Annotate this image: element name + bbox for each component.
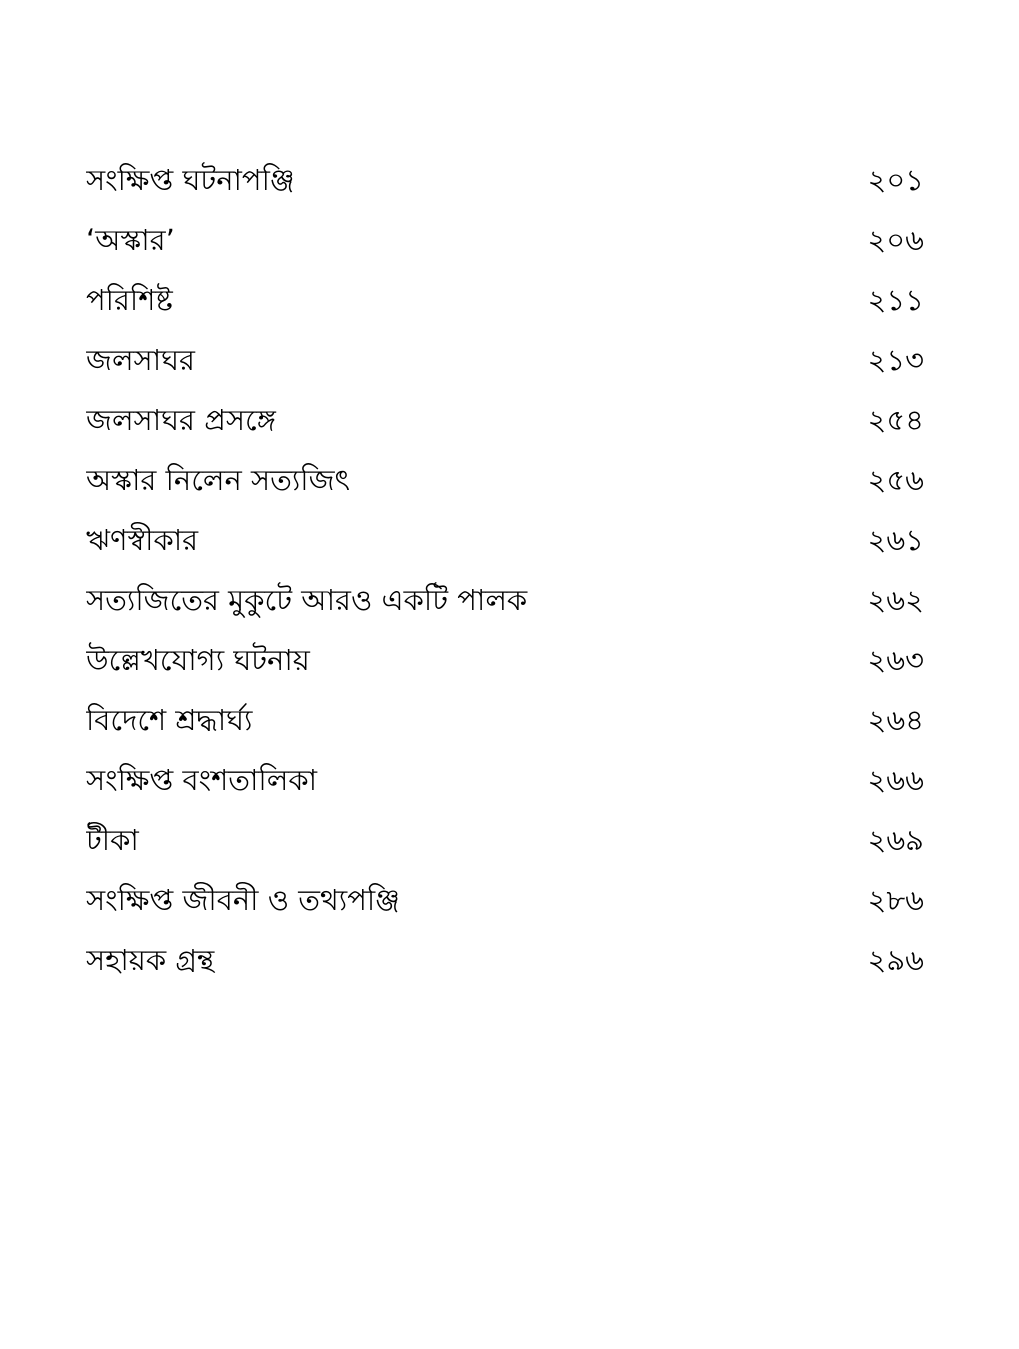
table-of-contents: [86, 150, 924, 990]
toc-entry: [86, 150, 924, 210]
toc-entry: [86, 570, 924, 630]
toc-entry-page-number: ২৬৬: [867, 763, 924, 797]
toc-entry-title: জলসাঘর প্রসঙ্গে: [86, 403, 276, 437]
toc-entry-title: অস্কার নিলেন সত্যজিৎ: [86, 463, 351, 497]
toc-entry-page-number: ২০১: [867, 163, 924, 197]
toc-entry-title: জলসাঘর: [86, 343, 195, 377]
toc-entry: [86, 510, 924, 570]
toc-entry-page-number: ২১১: [867, 283, 924, 317]
toc-entry: [86, 330, 924, 390]
toc-entry-page-number: ২৬১: [867, 523, 924, 557]
toc-entry: [86, 630, 924, 690]
toc-entry: [86, 750, 924, 810]
toc-entry-page-number: ২৬৩: [867, 643, 924, 677]
toc-entry: [86, 210, 924, 270]
toc-entry-title: ‘অস্কার’: [86, 223, 175, 257]
toc-entry-title: ঋণস্বীকার: [86, 523, 199, 557]
toc-entry-title: সত্যজিতের মুকুটে আরও একটি পালক: [86, 583, 528, 617]
toc-entry-page-number: ২৬২: [867, 583, 924, 617]
toc-entry: [86, 690, 924, 750]
toc-entry-page-number: ২০৬: [867, 223, 924, 257]
toc-entry-page-number: ২৬৪: [867, 703, 924, 737]
toc-entry: [86, 870, 924, 930]
toc-entry: [86, 390, 924, 450]
toc-entry: [86, 810, 924, 870]
toc-entry-page-number: ২৫৪: [867, 403, 924, 437]
toc-entry-page-number: ২৫৬: [867, 463, 924, 497]
toc-entry-title: সংক্ষিপ্ত বংশতালিকা: [86, 763, 318, 797]
toc-entry-title: পরিশিষ্ট: [86, 283, 173, 317]
toc-entry-title: সংক্ষিপ্ত জীবনী ও তথ্যপঞ্জি: [86, 883, 400, 917]
toc-entry-title: বিদেশে শ্রদ্ধার্ঘ্য: [86, 703, 253, 737]
toc-entry-page-number: ২৯৬: [867, 943, 924, 977]
toc-entry: [86, 270, 924, 330]
toc-entry: [86, 450, 924, 510]
toc-entry-title: উল্লেখযোগ্য ঘটনায়: [86, 643, 310, 677]
toc-entry-page-number: ২৬৯: [867, 823, 924, 857]
toc-entry-title: সংক্ষিপ্ত ঘটনাপঞ্জি: [86, 163, 295, 197]
toc-entry-page-number: ২১৩: [867, 343, 924, 377]
toc-entry-page-number: ২৮৬: [867, 883, 924, 917]
toc-entry: [86, 930, 924, 990]
toc-entry-title: সহায়ক গ্রন্থ: [86, 943, 215, 977]
toc-entry-title: টীকা: [86, 823, 139, 857]
